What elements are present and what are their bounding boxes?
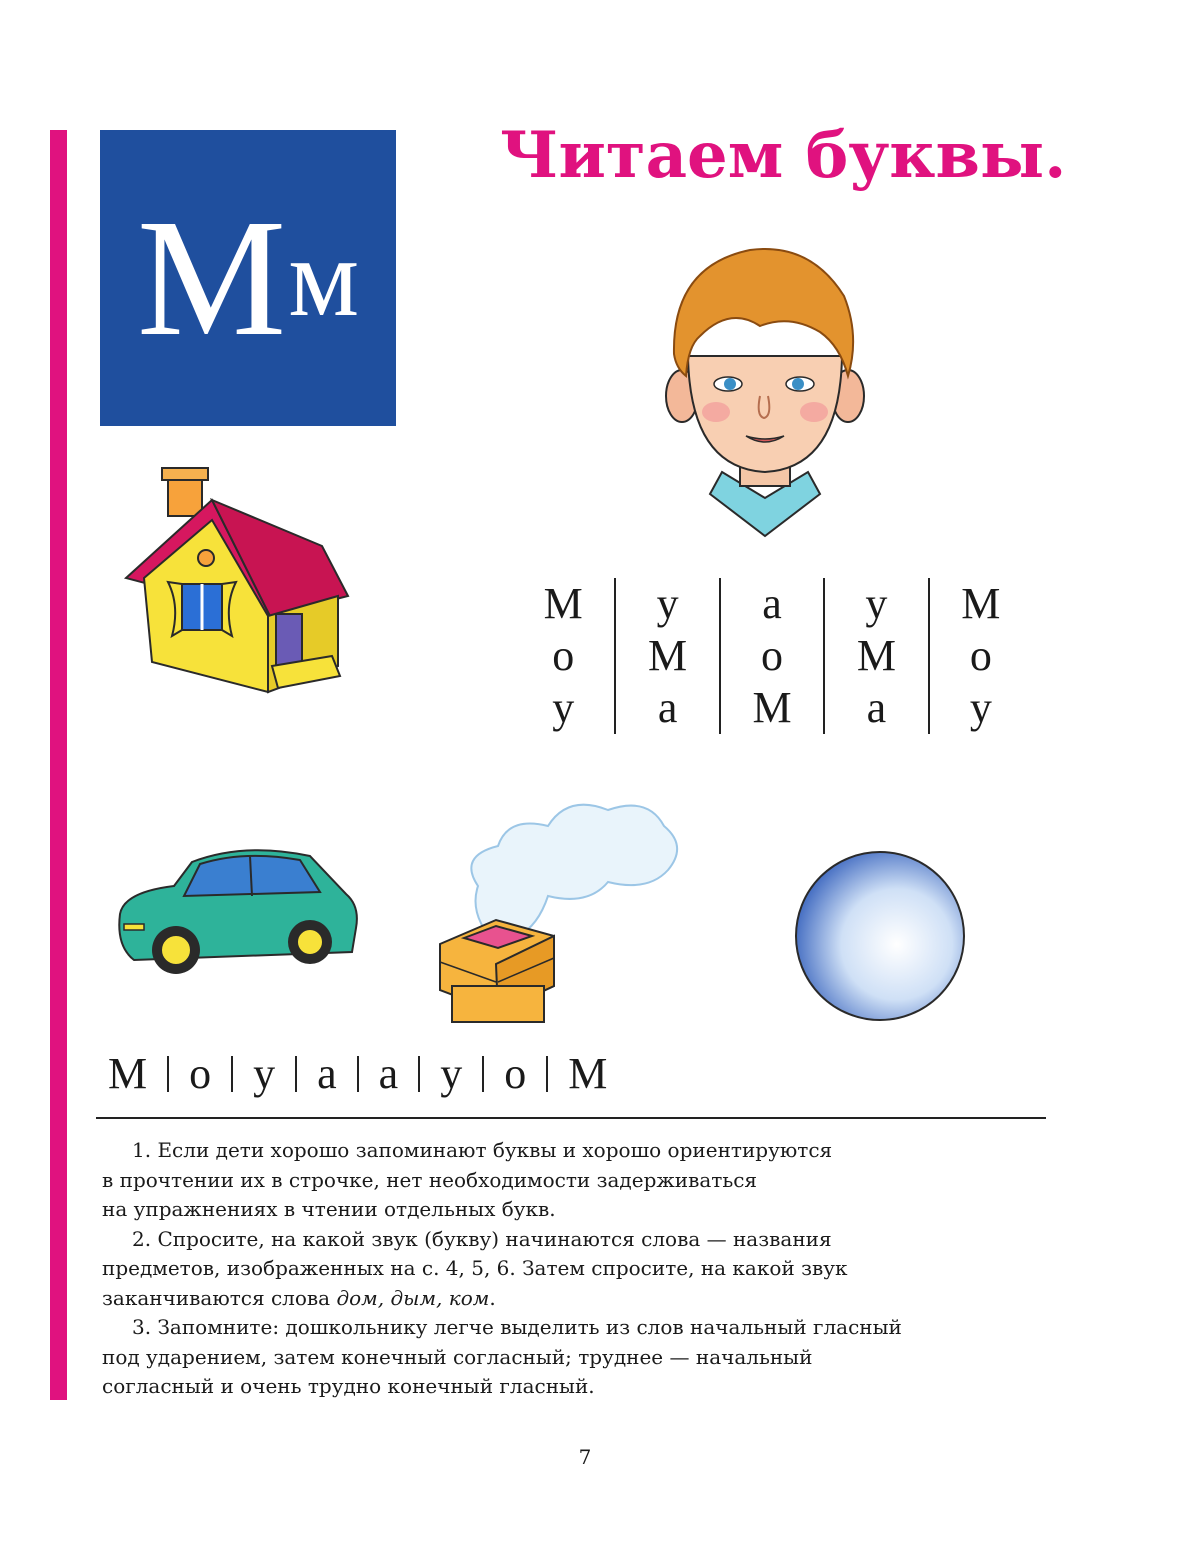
note-line: в прочтении их в строчке, нет необходимости задерживаться: [102, 1167, 758, 1192]
syllable-column: [512, 578, 614, 734]
syllable-column: [719, 578, 823, 734]
letter-block: [100, 130, 396, 426]
table-cell: М: [648, 631, 688, 680]
letter-row: [104, 1048, 627, 1099]
note-line: согласный и очень трудно конечный гласный.: [102, 1374, 595, 1398]
note-line: под ударением, затем конечный согласный; труднее — начальный: [102, 1344, 813, 1369]
boy-portrait-icon: [660, 236, 870, 542]
table-cell: М: [752, 683, 792, 732]
syllable-table: [512, 578, 1032, 734]
table-cell: М: [961, 579, 1001, 628]
letter-cell: о: [504, 1049, 527, 1098]
note-line: 3. Запомните: дошкольнику легче выделить из слов начальный гласный: [132, 1315, 902, 1339]
syllable-column: [823, 578, 927, 734]
letter-cell: у: [440, 1049, 463, 1098]
table-cell: у: [865, 579, 888, 628]
table-cell: а: [762, 579, 782, 628]
note-text: .: [489, 1285, 496, 1310]
letter-cell: о: [189, 1049, 212, 1098]
letter-cell: у: [253, 1049, 276, 1098]
letter-cell: а: [378, 1049, 399, 1098]
divider: [96, 1117, 1046, 1119]
letter-cell: М: [568, 1049, 608, 1098]
page-number: 7: [578, 1445, 592, 1469]
table-cell: о: [761, 631, 784, 680]
table-cell: у: [969, 683, 992, 732]
car-icon: [114, 842, 362, 978]
table-cell: о: [552, 631, 575, 680]
teacher-notes: [102, 1136, 1062, 1402]
table-cell: у: [552, 683, 575, 732]
note-line: 1. Если дети хорошо запоминают буквы и хорошо ориентируются: [132, 1138, 833, 1162]
page-title: Читаем буквы.: [500, 118, 1067, 193]
table-cell: у: [656, 579, 679, 628]
table-cell: о: [969, 631, 992, 680]
letter-cell: М: [108, 1049, 148, 1098]
note-line: 2. Спросите, на какой звук (букву) начинаются слова — названия: [132, 1226, 832, 1251]
letter-upper: М: [136, 185, 287, 371]
house-icon: [122, 466, 352, 700]
table-cell: а: [657, 683, 678, 732]
glass-ball-icon: [792, 848, 968, 1024]
letter-lower: м: [288, 216, 360, 340]
syllable-column: [614, 578, 718, 734]
note-line: на упражнениях в чтении отдельных букв.: [102, 1197, 556, 1221]
syllable-column: [928, 578, 1032, 734]
chimney-with-smoke-icon: [438, 796, 690, 1030]
note-text: заканчиваются слова: [102, 1285, 337, 1310]
letter-cell: а: [317, 1049, 337, 1098]
note-line: предметов, изображенных на с. 4, 5, 6. Затем спросите, на какой звук: [102, 1256, 848, 1280]
note-italic-words: дом, дым, ком: [336, 1285, 490, 1310]
table-cell: М: [543, 579, 583, 628]
accent-bar: [50, 130, 67, 1400]
note-line: [102, 1284, 1062, 1314]
table-cell: а: [866, 683, 887, 732]
table-cell: М: [856, 631, 896, 680]
